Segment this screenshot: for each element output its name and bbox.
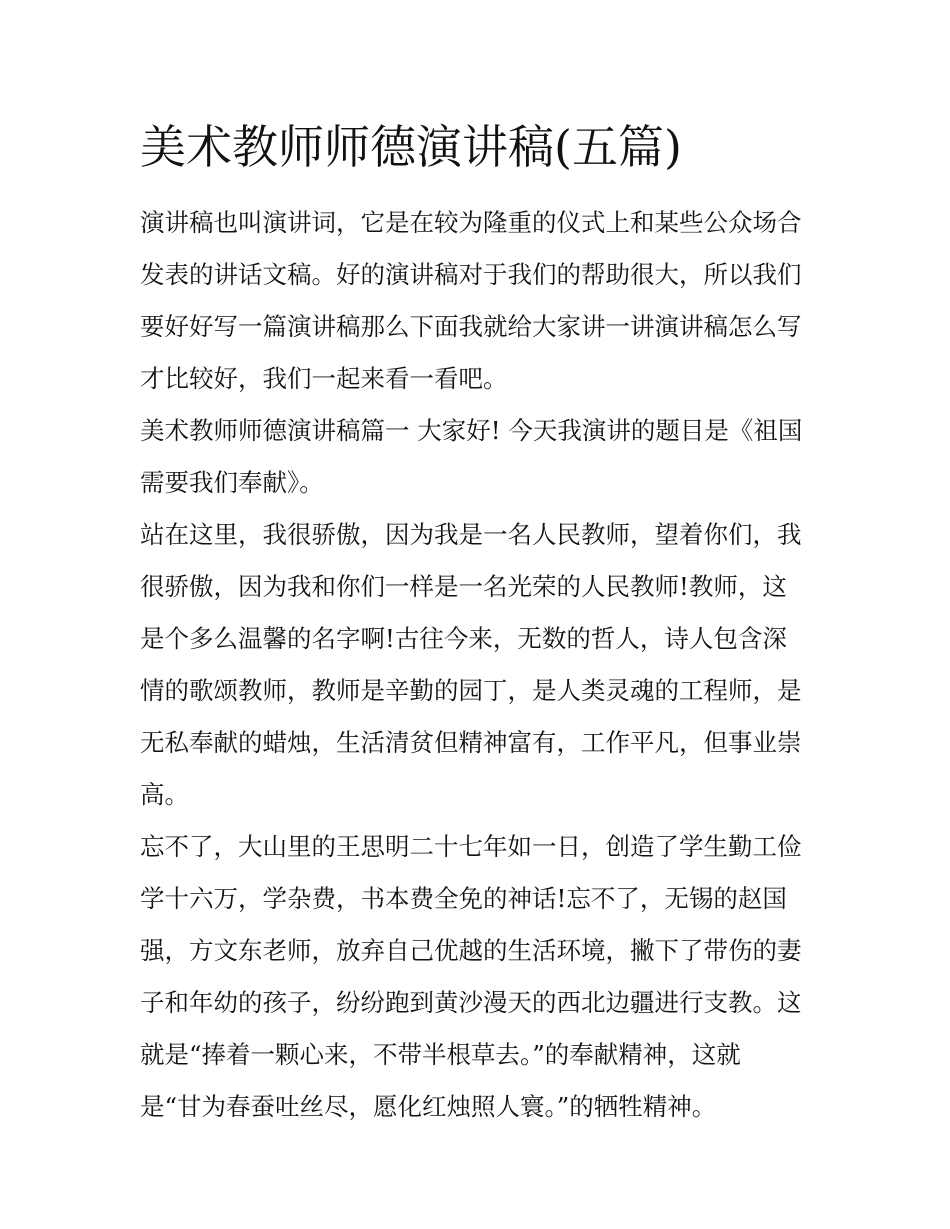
text-line: 很骄傲，因为我和你们一样是一名光荣的人民教师!教师，这	[140, 572, 787, 601]
text-line: 忘不了，大山里的王思明二十七年如一日，创造了学生勤工俭	[140, 832, 802, 861]
text-line: 就是“捧着一颗心来，不带半根草去。”的奉献精神，这就	[140, 1040, 741, 1069]
text-line: 情的歌颂教师，教师是辛勤的园丁，是人类灵魂的工程师，是	[140, 676, 802, 705]
text-line: 学十六万，学杂费，书本费全免的神话!忘不了，无锡的赵国	[140, 884, 787, 913]
text-line: 子和年幼的孩子，纷纷跑到黄沙漫天的西北边疆进行支教。这	[140, 988, 802, 1017]
text-line: 需要我们奉献》。	[140, 468, 324, 497]
text-line: 强，方文东老师，放弃自己优越的生活环境，撇下了带伤的妻	[140, 936, 802, 965]
text-line: 是“甘为春蚕吐丝尽，愿化红烛照人寰。”的牺牲精神。	[140, 1092, 717, 1121]
text-line: 要好好写一篇演讲稿那么下面我就给大家讲一讲演讲稿怎么写	[140, 312, 802, 341]
text-line: 演讲稿也叫演讲词，它是在较为隆重的仪式上和某些公众场合	[140, 208, 802, 237]
text-line: 发表的讲话文稿。好的演讲稿对于我们的帮助很大，所以我们	[140, 260, 802, 289]
text-line: 是个多么温馨的名字啊!古往今来，无数的哲人，诗人包含深	[140, 624, 787, 653]
text-line: 才比较好，我们一起来看一看吧。	[140, 364, 508, 393]
text-line: 站在这里，我很骄傲，因为我是一名人民教师，望着你们，我	[140, 520, 802, 549]
document-title: 美术教师师德演讲稿(五篇)	[140, 120, 682, 174]
text-line: 无私奉献的蜡烛，生活清贫但精神富有，工作平凡，但事业崇	[140, 728, 802, 757]
text-line: 美术教师师德演讲稿篇一 大家好! 今天我演讲的题目是《祖国	[140, 416, 803, 445]
text-line: 高。	[140, 780, 189, 809]
document-body	[140, 197, 820, 1133]
